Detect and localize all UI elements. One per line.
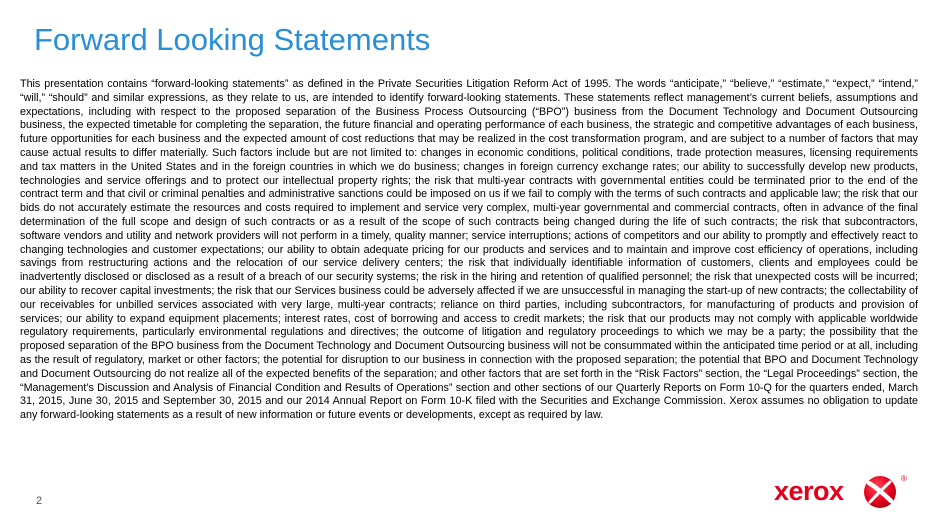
- page-title: Forward Looking Statements: [34, 22, 431, 57]
- xerox-logo: [774, 474, 914, 514]
- registered-mark: ®: [901, 474, 907, 483]
- logo-wordmark: xerox: [774, 476, 844, 506]
- page-number: 2: [36, 495, 43, 507]
- xerox-ball-icon: [862, 474, 898, 510]
- forward-looking-disclaimer: This presentation contains “forward-looking statements” as defined in the Private Securities Litigation Reform Act of 1995. The words “anticipate,” “believe,” “estimate,” “expect,” “intend,” “will,” “should” and similar expressions, as they relate to us, are intended to identify forward-looking statements. These statements reflect management’s current beliefs, assumptions and expectations, including with respect to the proposed separation of the Business Process Outsourcing (“BPO”) business from the Document Technology and Document Outsourcing business, the expected timetable for completing the separation, the future financial and operating performance of each business, the strategic and competitive advantages of each business, future opportunities for each business and the expected amount of cost reductions that may be realized in the cost transformation program, and are subject to a number of factors that may cause actual results to differ materially. Such factors include but are not limited to: changes in economic conditions, political conditions, trade protection measures, licensing requirements and tax matters in the United States and in the foreign countries in which we do business; changes in foreign currency exchange rates; our ability to successfully develop new products, technologies and service offerings and to protect our intellectual property rights; the risk that multi-year contracts with governmental entities could be terminated prior to the end of the contract term and that civil or criminal penalties and administrative sanctions could be imposed on us if we fail to comply with the terms of such contracts and applicable law; the risk that our bids do not accurately estimate the resources and costs required to implement and service very complex, multi-year governmental and commercial contracts, often in advance of the final determination of the full scope and design of such contracts or as a result of the scope of such contracts being changed during the life of such contracts; the risk that subcontractors, software vendors and utility and network providers will not perform in a timely, quality manner; service interruptions; actions of competitors and our ability to promptly and effectively react to changing technologies and customer expectations; our ability to obtain adequate pricing for our products and services and to maintain and improve cost efficiency of operations, including savings from restructuring actions and the relocation of our service delivery centers; the risk that individually identifiable information of customers, clients and employees could be inadvertently disclosed or disclosed as a result of a breach of our security systems; the risk in the hiring and retention of qualified personnel; the risk that unexpected costs will be incurred; our ability to recover capital investments; the risk that our Services business could be adversely affected if we are unsuccessful in managing the start-up of new contracts; the collectability of our receivables for unbilled services associated with very large, multi-year contracts; reliance on third parties, including subcontractors, for manufacturing of products and provision of services; our ability to expand equipment placements; interest rates, cost of borrowing and access to credit markets; the risk that our products may not comply with applicable worldwide regulatory requirements, particularly environmental regulations and directives; the outcome of litigation and regulatory proceedings to which we may be a party; the possibility that the proposed separation of the BPO business from the Document Technology and Document Outsourcing business will not be consummated within the anticipated time period or at all, including as the result of regulatory, market or other factors; the potential for disruption to our business in connection with the proposed separation; the potential that BPO and Document Technology and Document Outsourcing do not realize all of the expected benefits of the separation; and other factors that are set forth in the “Risk Factors” section, the “Legal Proceedings” section, the “Management’s Discussion and Analysis of Financial Condition and Results of Operations” section and other sections of our Quarterly Reports on Form 10-Q for the quarters ended, March 31, 2015, June 30, 2015 and September 30, 2015 and our 2014 Annual Report on Form 10-K filed with the Securities and Exchange Commission. Xerox assumes no obligation to update any forward-looking statements as a result of new information or future events or developments, except as required by law.: [20, 78, 918, 422]
